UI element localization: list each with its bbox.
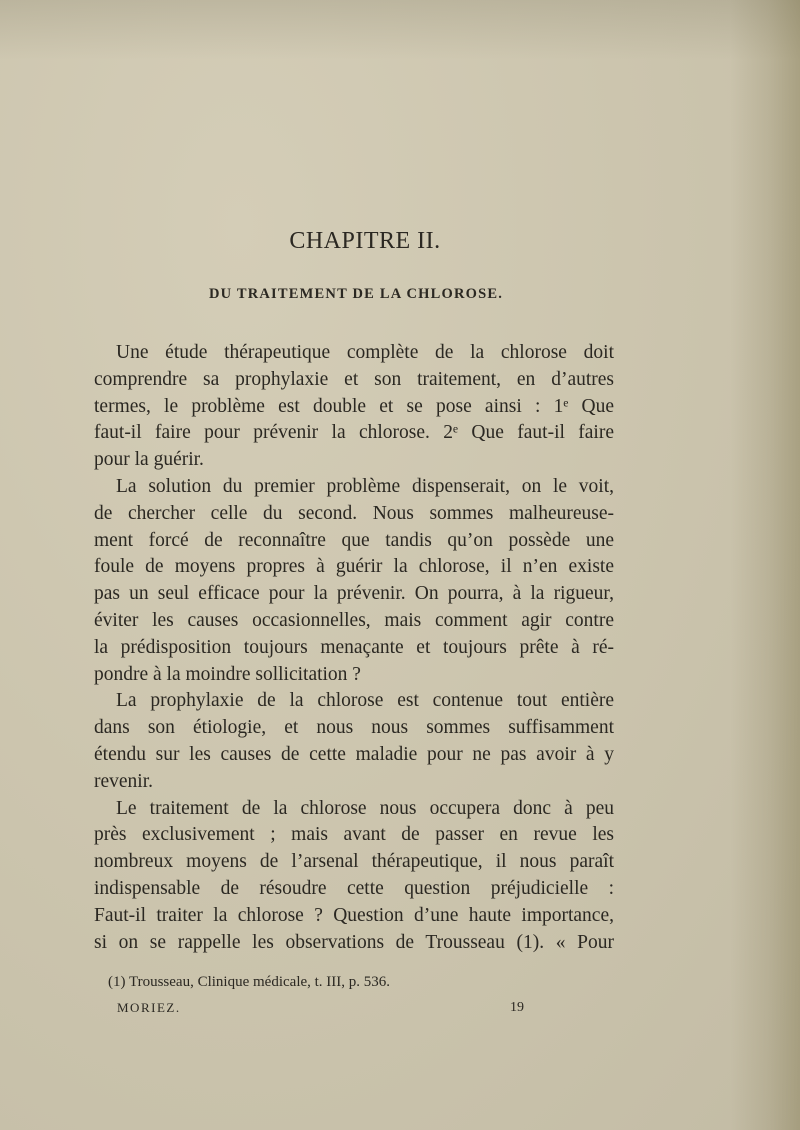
text-line: Faut-il traiter la chlorose ? Question d’une haute importance, <box>94 904 614 926</box>
page-edge-shadow <box>730 0 800 1130</box>
body-text <box>94 340 614 956</box>
text-line: termes, le problème est double et se pose ainsi : 1ᵉ Que <box>94 395 614 417</box>
text-line: de chercher celle du second. Nous sommes malheureuse- <box>94 502 614 524</box>
text-line: faut-il faire pour prévenir la chlorose. 2ᵉ Que faut-il faire <box>94 422 614 444</box>
text-line: pas un seul efficace pour la prévenir. On pourra, à la rigueur, <box>94 583 614 605</box>
text-line: éviter les causes occasionnelles, mais comment agir contre <box>94 609 614 631</box>
text-line: revenir. <box>94 770 154 792</box>
page-top-shadow <box>0 0 800 60</box>
chapter-subtitle: DU TRAITEMENT DE LA CHLOROSE. <box>208 286 504 302</box>
text-line: près exclusivement ; mais avant de passer en revue les <box>94 824 614 846</box>
page-number: 19 <box>510 1000 524 1015</box>
chapter-title: CHAPITRE II. <box>289 228 441 254</box>
text-line: indispensable de résoudre cette question préjudicielle : <box>94 877 614 899</box>
text-line: nombreux moyens de l’arsenal thérapeutique, il nous paraît <box>94 851 614 873</box>
text-line: La prophylaxie de la chlorose est contenue tout entière <box>116 690 614 712</box>
text-line: dans son étiologie, et nous nous sommes suffisamment <box>94 717 614 739</box>
footer-author: MORIEZ. <box>117 1000 181 1015</box>
text-line: pondre à la moindre sollicitation ? <box>94 663 361 685</box>
text-line: ment forcé de reconnaître que tandis qu’on possède une <box>94 529 614 551</box>
text-line: si on se rappelle les observations de Trousseau (1). « Pour <box>94 931 614 953</box>
text-line: Une étude thérapeutique complète de la chlorose doit <box>116 342 614 363</box>
text-line: comprendre sa prophylaxie et son traitement, en d’autres <box>94 368 614 390</box>
text-line: étendu sur les causes de cette maladie pour ne pas avoir à y <box>94 743 614 765</box>
text-line: pour la guérir. <box>94 449 204 471</box>
text-line: la prédisposition toujours menaçante et toujours prête à ré- <box>94 636 614 658</box>
footnote: (1) Trousseau, Clinique médicale, t. III, p. 536. <box>108 974 391 990</box>
text-line: foule de moyens propres à guérir la chlorose, il n’en existe <box>94 556 614 578</box>
text-line: Le traitement de la chlorose nous occupera donc à peu <box>116 797 614 819</box>
text-line: La solution du premier problème dispenserait, on le voit, <box>116 475 614 497</box>
